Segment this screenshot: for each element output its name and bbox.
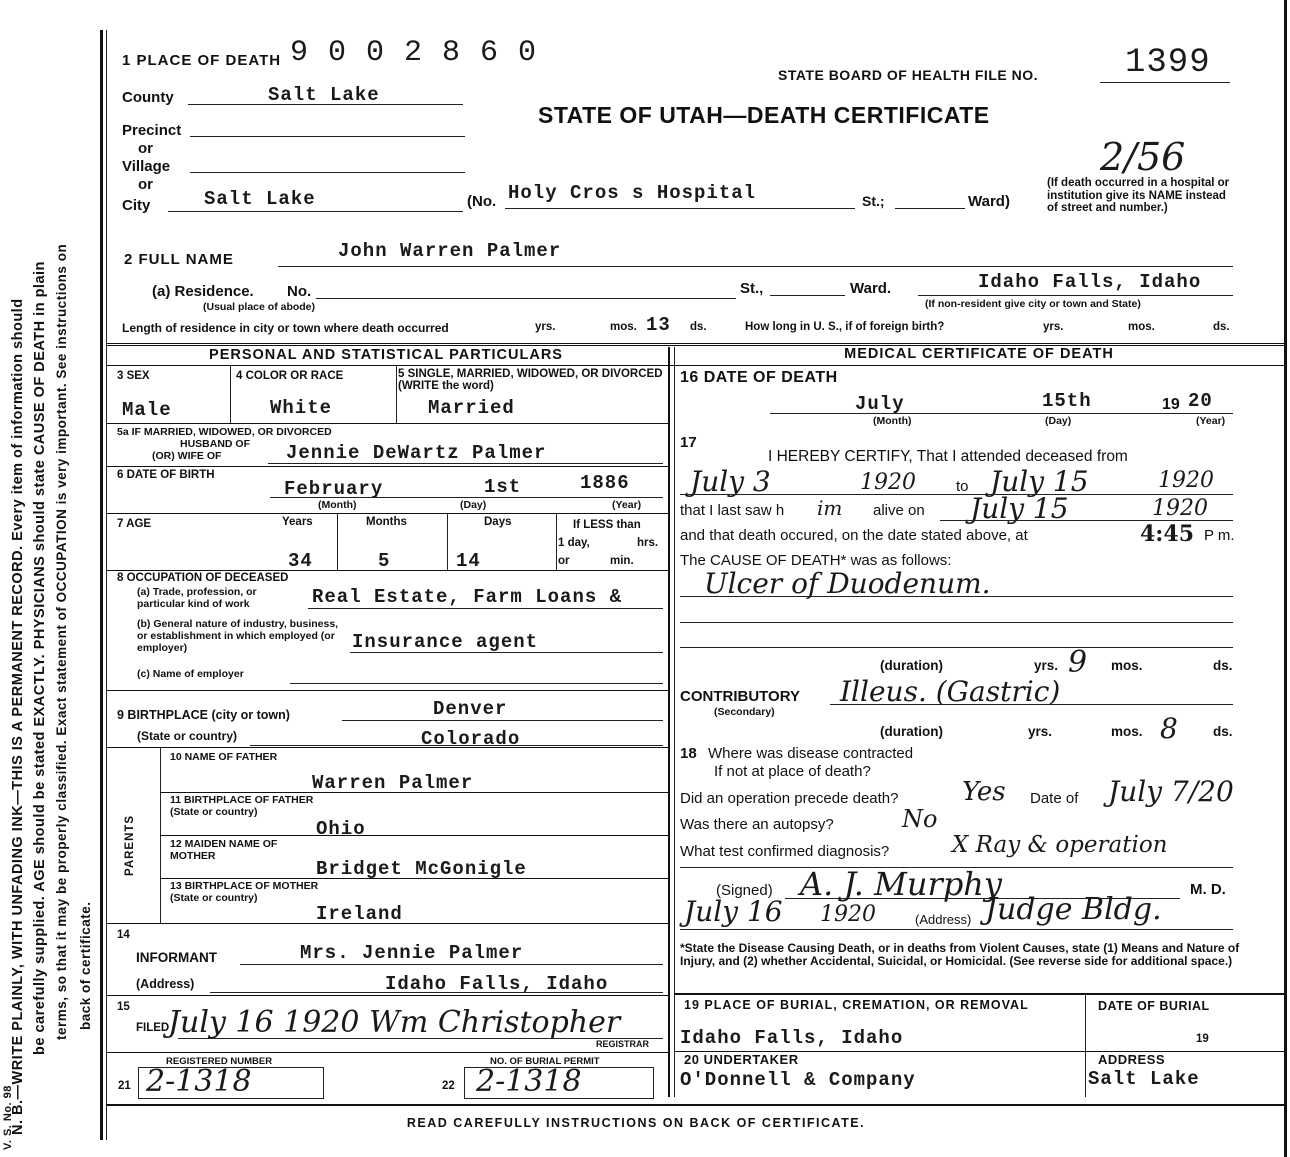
stamp-number: 9 0 0 2 8 6 0: [290, 36, 538, 70]
operation-date-label: Date of: [1030, 790, 1079, 807]
informant-number: 14: [117, 929, 130, 941]
attended-to-year: 1920: [1158, 468, 1214, 493]
undertaker-address-label: ADDRESS: [1098, 1052, 1166, 1067]
sex-label: 3 SEX: [117, 370, 150, 382]
undertaker-value: O'Donnell & Company: [680, 1069, 916, 1091]
date-of-death-label: 16 DATE OF DEATH: [680, 369, 838, 386]
column-divider: [668, 347, 670, 1097]
q18-number: 18: [680, 745, 697, 762]
personal-heading: PERSONAL AND STATISTICAL PARTICULARS: [209, 347, 563, 363]
age-months-label: Months: [366, 516, 407, 528]
sidebar-instructions-line3: terms, so that it may be properly classified. Exact statement of OCCUPATION is very important. See instructions on: [54, 243, 69, 1040]
lessthan-label-2: 1 day,: [558, 537, 590, 549]
dob-year-caption: (Year): [612, 499, 642, 511]
informant-label: INFORMANT: [136, 950, 217, 965]
burial-year-prefix: 19: [1196, 1033, 1209, 1045]
how-long-label: How long in U. S., if of foreign birth?: [745, 321, 945, 333]
burial-date-label: DATE OF BURIAL: [1098, 999, 1210, 1013]
death-year: 20: [1188, 390, 1213, 412]
last-saw-text: that I last saw h: [680, 502, 785, 519]
autopsy-value: No: [902, 805, 938, 833]
certify-number: 17: [680, 434, 697, 451]
occupation-a-label: (a) Trade, profession, or particular kind of work: [137, 586, 257, 610]
marital-label: 5 SINGLE, MARRIED, WIDOWED, OR DIVORCED (WRITE the word): [398, 368, 663, 392]
duration-label-1: (duration): [880, 658, 943, 673]
age-months-value: 5: [378, 550, 391, 572]
residence-ward-label: Ward.: [850, 280, 892, 297]
father-birthplace-label: 11 BIRTHPLACE OF FATHER (State or country): [170, 794, 314, 818]
color-label: 4 COLOR OR RACE: [236, 370, 344, 382]
duration-mos-2: mos.: [1111, 724, 1143, 739]
informant-value: Mrs. Jennie Palmer: [300, 942, 524, 964]
dob-label: 6 DATE OF BIRTH: [117, 469, 215, 481]
precinct-label: Precinct: [122, 122, 182, 139]
death-day: 15th: [1042, 390, 1092, 412]
sign-address: Judge Bldg.: [985, 892, 1162, 927]
filed-number: 15: [117, 1001, 130, 1013]
undertaker-address-value: Salt Lake: [1088, 1068, 1200, 1090]
test-value: X Ray & operation: [952, 832, 1168, 858]
village-label: Village: [122, 158, 171, 175]
residence-st-label: St.,: [740, 280, 764, 297]
county-label: County: [122, 89, 174, 106]
filed-label: FILED: [136, 1022, 170, 1034]
burial-permit-num: 22: [442, 1080, 455, 1092]
registered-number-label: REGISTERED NUMBER: [166, 1056, 273, 1067]
ward-label: Ward): [968, 193, 1010, 210]
sidebar-instructions-line2: be carefully supplied. AGE should be stated EXACTLY. PHYSICIANS should state CAUSE OF DEATH in plain: [32, 261, 48, 1055]
residence-value: Idaho Falls, Idaho: [978, 271, 1202, 293]
undertaker-label: 20 UNDERTAKER: [684, 1052, 799, 1067]
age-days-label: Days: [484, 516, 512, 528]
lessthan-label-1: If LESS than: [573, 519, 641, 531]
registered-number-num: 21: [118, 1080, 131, 1092]
or-label-1: or: [138, 140, 153, 157]
burial-permit-label: NO. OF BURIAL PERMIT: [490, 1056, 600, 1067]
father-label: 10 NAME OF FATHER: [170, 751, 278, 763]
length-mos-label: mos.: [610, 321, 637, 333]
birthplace-city-value: Denver: [433, 698, 508, 720]
birthplace-state-label: (State or country): [137, 729, 238, 743]
nonresident-note: (If non-resident give city or town and State): [925, 298, 1141, 310]
certify-text: I HEREBY CERTIFY, That I attended deceased from: [768, 448, 1128, 465]
length-mos-value: 13: [646, 314, 671, 336]
file-no-label: STATE BOARD OF HEALTH FILE NO.: [778, 67, 1038, 83]
occupation-b-value: Insurance agent: [352, 631, 539, 653]
file-number: 1399: [1125, 44, 1211, 82]
age-days-value: 14: [456, 550, 481, 572]
duration-mos-value-1: 9: [1068, 645, 1088, 680]
length-yrs-label: yrs.: [535, 321, 556, 333]
footer-instructions: READ CAREFULLY INSTRUCTIONS ON BACK OF CERTIFICATE.: [406, 1116, 866, 1130]
dob-year: 1886: [580, 472, 630, 494]
last-saw-date: July 15: [970, 492, 1069, 525]
informant-address-value: Idaho Falls, Idaho: [385, 973, 609, 995]
registered-number-value: 2-1318: [146, 1064, 252, 1099]
burial-permit-value: 2-1318: [476, 1064, 582, 1099]
color-value: White: [270, 397, 333, 419]
residence-label: (a) Residence.: [152, 283, 254, 300]
q18-label: Where was disease contracted: [708, 745, 914, 762]
dob-month-caption: (Month): [318, 499, 357, 511]
occupation-a-value: Real Estate, Farm Loans &: [312, 586, 623, 608]
q18-label-2: If not at place of death?: [714, 763, 871, 780]
death-year-caption: (Year): [1196, 415, 1226, 427]
mother-label: 12 MAIDEN NAME OF MOTHER: [170, 838, 278, 862]
birthplace-label: 9 BIRTHPLACE (city or town): [117, 708, 290, 722]
frame-left: [100, 30, 103, 1140]
attended-to: July 15: [990, 465, 1089, 498]
death-month: July: [855, 393, 905, 415]
spouse-label-2: HUSBAND OF: [180, 438, 250, 450]
age-label: 7 AGE: [117, 518, 152, 530]
death-time: 4:45: [1140, 521, 1195, 547]
residence-no-label: No.: [287, 283, 312, 300]
form-number: V. S. No. 98: [2, 1085, 14, 1150]
sign-address-label: (Address): [915, 912, 972, 927]
sign-year: 1920: [820, 902, 876, 927]
last-saw-him: im: [817, 496, 843, 520]
operation-value: Yes: [962, 777, 1006, 807]
duration-label-2: (duration): [880, 724, 943, 739]
city-value: Salt Lake: [204, 188, 316, 210]
md-label: M. D.: [1190, 881, 1226, 898]
sidebar-instructions-line4: back of certificate.: [78, 901, 93, 1030]
signature-value: A. J. Murphy: [800, 865, 1002, 903]
frame-right: [1284, 0, 1287, 1157]
occupation-label: 8 OCCUPATION OF DECEASED: [117, 572, 289, 584]
duration-mos-value-2: 8: [1160, 712, 1178, 745]
father-value: Warren Palmer: [312, 772, 474, 794]
sidebar-instructions-line1: N. B.—WRITE PLAINLY, WITH UNFADING INK—THIS IS A PERMANENT RECORD. Every item of information should: [10, 298, 26, 1135]
dob-day: 1st: [484, 476, 522, 498]
pm-label: P m.: [1204, 527, 1235, 544]
contributory-label: CONTRIBUTORY: [680, 688, 800, 705]
duration-mos-1: mos.: [1111, 658, 1143, 673]
street-no-label: (No.: [467, 193, 497, 210]
hospital-value: Holy Cros s Hospital: [508, 182, 757, 204]
death-month-caption: (Month): [873, 415, 912, 427]
operation-date: July 7/20: [1108, 775, 1234, 808]
hospital-note: (If death occurred in a hospital or institution give its NAME instead of street and number.): [1047, 177, 1230, 214]
test-label: What test confirmed diagnosis?: [680, 843, 890, 860]
attended-from-year: 1920: [860, 470, 916, 495]
spouse-label-1: 5a IF MARRIED, WIDOWED, OR DIVORCED: [117, 426, 332, 438]
registrar-label: REGISTRAR: [596, 1039, 650, 1049]
birthplace-state-value: Colorado: [421, 728, 521, 750]
cause-value: Ulcer of Duodenum.: [704, 567, 991, 600]
handwritten-number: 2/56: [1100, 135, 1186, 179]
lessthan-min: min.: [610, 555, 634, 567]
signed-label: (Signed): [716, 882, 773, 899]
mother-birthplace-value: Ireland: [316, 903, 403, 925]
frame-left-inner: [106, 30, 107, 1140]
spouse-label-3: (OR) WIFE OF: [152, 450, 222, 462]
dob-day-caption: (Day): [460, 499, 487, 511]
lessthan-hrs: hrs.: [637, 537, 659, 549]
mother-birthplace-label: 13 BIRTHPLACE OF MOTHER (State or country): [170, 880, 319, 904]
how-long-mos: mos.: [1128, 321, 1155, 333]
autopsy-label: Was there an autopsy?: [680, 816, 834, 833]
county-value: Salt Lake: [268, 84, 380, 106]
sign-date: July 16: [684, 895, 783, 928]
how-long-yrs: yrs.: [1043, 321, 1064, 333]
alive-on-label: alive on: [873, 502, 925, 519]
place-of-death-label: 1 PLACE OF DEATH: [122, 52, 282, 69]
length-ds-label: ds.: [690, 321, 707, 333]
informant-address-label: (Address): [136, 977, 195, 991]
occupation-c-label: (c) Name of employer: [137, 668, 244, 680]
lessthan-or: or: [558, 555, 570, 567]
or-label-2: or: [138, 176, 153, 193]
burial-label: 19 PLACE OF BURIAL, CREMATION, OR REMOVAL: [684, 998, 1029, 1012]
filed-handwritten: July 16 1920 Wm Christopher: [168, 1005, 621, 1040]
attended-from: July 3: [690, 465, 771, 498]
operation-label: Did an operation precede death?: [680, 790, 899, 807]
cause-label: The CAUSE OF DEATH* was as follows:: [680, 552, 952, 569]
occupation-b-label: (b) General nature of industry, business, or establishment in which employed (or employer): [137, 618, 339, 654]
footnote: *State the Disease Causing Death, or in deaths from Violent Causes, state (1) Means and Nature of Injury, and (2) whether Accidental, Suicidal, or Homicidal. (See reverse side for additional space.): [680, 941, 1240, 968]
death-year-prefix: 19: [1162, 396, 1180, 413]
age-years-value: 34: [288, 550, 313, 572]
sex-value: Male: [122, 399, 172, 421]
mother-value: Bridget McGonigle: [316, 858, 527, 880]
contributory-value: Illeus. (Gastric): [840, 675, 1061, 708]
dob-month: February: [284, 478, 384, 500]
duration-yrs-2: yrs.: [1028, 724, 1053, 739]
full-name-label: 2 FULL NAME: [124, 251, 234, 268]
length-residence-label: Length of residence in city or town where death occurred: [122, 321, 449, 335]
death-occurred-text: and that death occured, on the date stated above, at: [680, 527, 1028, 544]
full-name-value: John Warren Palmer: [338, 240, 562, 262]
death-day-caption: (Day): [1045, 415, 1072, 427]
certificate-title: STATE OF UTAH—DEATH CERTIFICATE: [538, 102, 990, 128]
street-label: St.;: [862, 193, 885, 209]
duration-ds-2: ds.: [1213, 724, 1233, 739]
attended-to-label: to: [956, 478, 969, 495]
duration-yrs-1: yrs.: [1034, 658, 1059, 673]
how-long-ds: ds.: [1213, 321, 1230, 333]
usual-abode-label: (Usual place of abode): [203, 301, 316, 313]
age-years-label: Years: [282, 516, 313, 528]
duration-ds-1: ds.: [1213, 658, 1233, 673]
medical-heading: MEDICAL CERTIFICATE OF DEATH: [844, 346, 1114, 362]
parents-label: PARENTS: [124, 814, 136, 876]
father-birthplace-value: Ohio: [316, 818, 366, 840]
spouse-value: Jennie DeWartz Palmer: [286, 442, 547, 464]
burial-place-value: Idaho Falls, Idaho: [680, 1027, 904, 1049]
marital-value: Married: [428, 397, 515, 419]
secondary-label: (Secondary): [714, 706, 775, 718]
city-label: City: [122, 197, 151, 214]
last-saw-year: 1920: [1152, 496, 1208, 521]
